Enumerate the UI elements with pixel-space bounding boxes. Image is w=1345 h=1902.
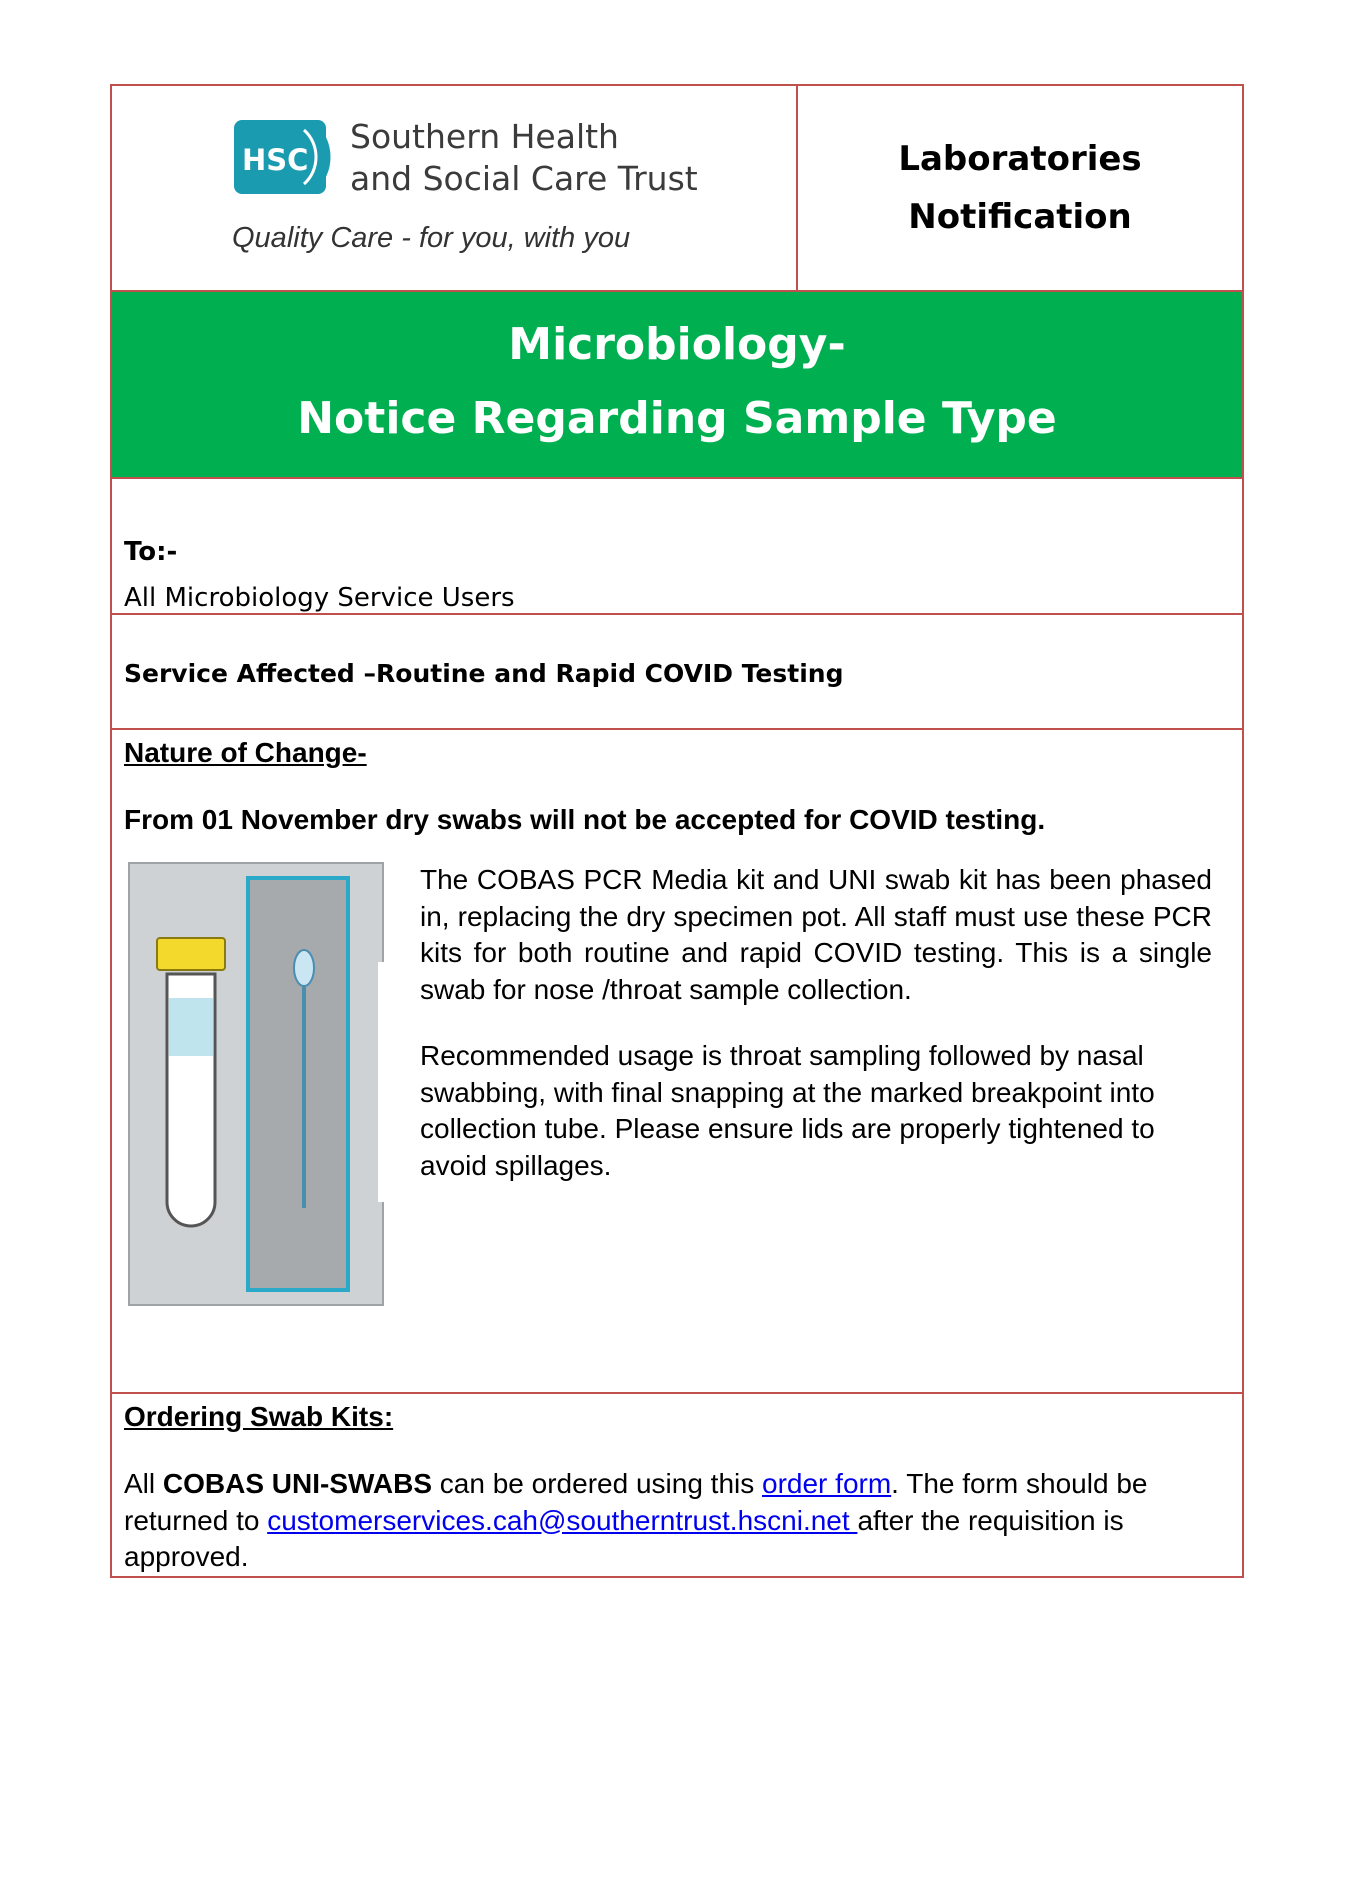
logo-cell [112, 86, 798, 290]
nature-of-change-row [112, 730, 1242, 1394]
nature-body [124, 862, 1230, 1306]
title-band [112, 292, 1242, 479]
notice-document [110, 84, 1244, 1578]
ordering-heading: Ordering Swab Kits: [124, 1401, 394, 1432]
header-row [112, 86, 1242, 292]
ordering-row [112, 1394, 1242, 1576]
nature-text [420, 862, 1212, 1306]
notification-cell [798, 86, 1242, 290]
recipients-value: All Microbiology Service Users [124, 583, 515, 613]
customer-services-email-link[interactable]: customerservices.cah@southerntrust.hscni.net [267, 1504, 858, 1536]
ordering-middle: can be ordered using this [432, 1468, 763, 1499]
ordering-suffix: after the requisition is approved. [124, 1504, 1124, 1572]
order-form-link[interactable]: order form [762, 1468, 892, 1499]
hsc-logo-icon [234, 120, 334, 194]
nature-paragraph2: Recommended usage is throat sampling followed by nasal swabbing, with final snapping at the marked breakpoint into collection tube. Please ensure lids are properly tightened to avoid spillages. [420, 1040, 1155, 1181]
service-affected: Service Affected –Routine and Rapid COVID Testing [124, 659, 844, 688]
nature-heading: Nature of Change- [124, 737, 367, 768]
ordering-text [124, 1466, 1230, 1576]
title-line2: Notice Regarding Sample Type [297, 393, 1057, 444]
organisation-name [350, 116, 698, 200]
recipients-label: To:- [124, 537, 178, 567]
ordering-after-link: . The form should be returned to [124, 1468, 1148, 1536]
hsc-badge-text: HSC [242, 143, 309, 177]
product-name: COBAS UNI-SWABS [162, 1468, 433, 1499]
swab-kit-image-icon [128, 862, 384, 1306]
title-line1: Microbiology- [508, 319, 846, 370]
ordering-prefix: All [124, 1468, 163, 1499]
service-row [112, 615, 1242, 730]
notification-line2: Notification [908, 197, 1132, 237]
nature-lead: From 01 November dry swabs will not be accepted for COVID testing. [124, 804, 1046, 835]
tagline: Quality Care - for you, with you [232, 222, 631, 254]
nature-paragraph1: The COBAS PCR Media kit and UNI swab kit has been phased in, replacing the dry specimen pot. All staff must use these PCR kits for both routine and rapid COVID testing. This is a single swab for nose /throat sample collection. [420, 864, 1212, 1005]
org-name-line1: Southern Health [350, 117, 619, 156]
recipients-row [112, 479, 1242, 615]
org-name-line2: and Social Care Trust [350, 159, 698, 198]
notification-line1: Laboratories [898, 139, 1142, 179]
